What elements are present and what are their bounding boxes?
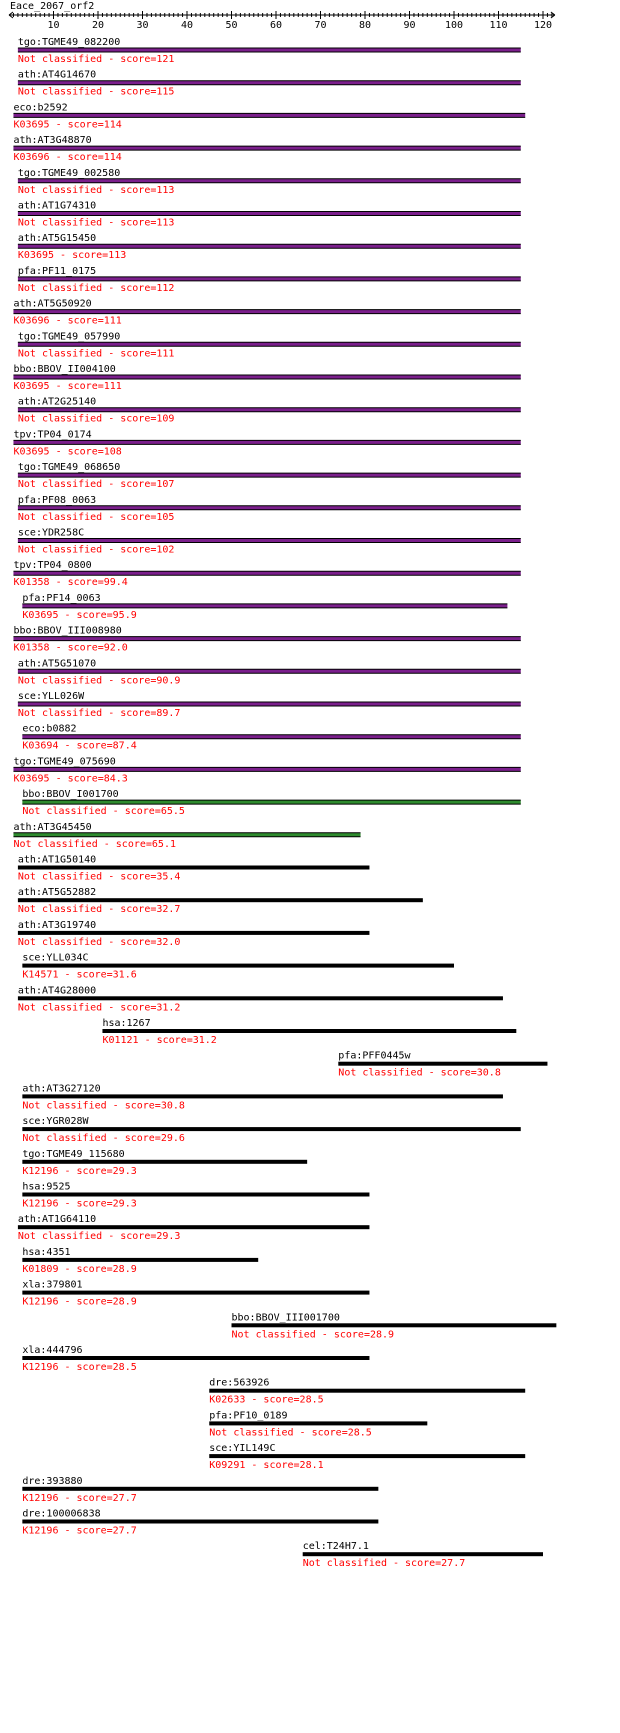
hit-row[interactable] <box>209 1378 525 1406</box>
hit-description: K12196 - score=27.7 <box>22 1492 137 1504</box>
hit-description: Not classified - score=113 <box>17 184 175 196</box>
hit-alignment-bar <box>22 1258 258 1262</box>
hit-row[interactable] <box>22 593 507 621</box>
hit-alignment-bar <box>22 1127 520 1131</box>
hit-alignment-bar <box>22 1356 369 1360</box>
hit-row[interactable] <box>18 887 423 915</box>
hit-id-link[interactable]: tgo:TGME49_075690 <box>13 756 116 768</box>
hit-description: Not classified - score=29.6 <box>22 1133 185 1145</box>
hit-id-link[interactable]: sce:YDR258C <box>17 527 85 539</box>
query-title: Eace_2067_orf2 <box>10 1 95 12</box>
hit-description: Not classified - score=112 <box>17 282 175 294</box>
hit-row[interactable] <box>209 1410 427 1438</box>
hit-alignment-bar <box>13 375 520 379</box>
hit-alignment-bar <box>13 571 520 575</box>
hit-row[interactable] <box>22 1149 307 1177</box>
hit-id-link[interactable]: pfa:PF11_0175 <box>17 265 97 277</box>
hit-alignment-bar <box>102 1029 516 1033</box>
ruler-tick-label: 70 <box>314 20 327 31</box>
hit-id-link[interactable]: xla:444796 <box>22 1345 83 1356</box>
hit-id-link[interactable]: dre:393880 <box>22 1475 83 1487</box>
hit-alignment-bar <box>22 964 454 968</box>
hit-list <box>13 37 556 1569</box>
hit-alignment-bar <box>209 1389 525 1393</box>
hit-description: K03695 - score=111 <box>13 381 122 392</box>
hit-description: Not classified - score=35.4 <box>17 871 181 883</box>
hit-description: Not classified - score=28.9 <box>231 1329 395 1341</box>
hit-description: K03695 - score=84.3 <box>13 773 128 785</box>
hit-row[interactable] <box>18 397 521 425</box>
hit-row[interactable] <box>18 920 370 948</box>
hit-row[interactable] <box>13 560 520 588</box>
hit-row[interactable] <box>232 1312 557 1340</box>
hit-id-link[interactable]: hsa:4351 <box>22 1246 71 1258</box>
hit-row[interactable] <box>18 691 521 719</box>
hit-alignment-bar <box>18 277 521 281</box>
hit-description: Not classified - score=31.2 <box>17 1002 181 1014</box>
hit-row[interactable] <box>22 789 520 817</box>
hit-row[interactable] <box>338 1051 547 1079</box>
hit-id-link[interactable]: dre:563926 <box>209 1377 270 1389</box>
ruler-tick-label: 40 <box>180 20 194 31</box>
hit-id-link[interactable]: sce:YLL026W <box>17 691 85 702</box>
hit-row[interactable] <box>303 1541 543 1569</box>
hit-alignment-bar <box>18 48 521 52</box>
hit-row[interactable] <box>22 1247 258 1275</box>
hit-alignment-bar <box>18 244 521 248</box>
hit-description: K12196 - score=27.7 <box>22 1525 137 1537</box>
hit-row[interactable] <box>22 1280 369 1308</box>
hit-description: K12196 - score=28.5 <box>22 1362 137 1373</box>
hit-alignment-bar <box>18 179 521 183</box>
hit-id-link[interactable]: hsa:1267 <box>102 1018 151 1029</box>
hit-description: Not classified - score=90.9 <box>17 675 181 687</box>
hit-id-link[interactable]: hsa:9525 <box>22 1181 71 1193</box>
hit-description: Not classified - score=102 <box>17 544 175 556</box>
hit-alignment-bar <box>22 1291 369 1295</box>
hit-description: Not classified - score=27.7 <box>302 1558 466 1570</box>
hit-row[interactable] <box>18 168 521 196</box>
hit-row[interactable] <box>13 756 520 784</box>
hit-id-link[interactable]: ath:AT4G14670 <box>17 69 97 81</box>
hit-row[interactable] <box>18 1214 370 1242</box>
hit-id-link[interactable]: bbo:BBOV_III008980 <box>13 625 122 637</box>
hit-row[interactable] <box>18 70 521 98</box>
hit-row[interactable] <box>22 1083 503 1111</box>
hit-row[interactable] <box>22 953 454 981</box>
hit-id-link[interactable]: sce:YLL034C <box>22 952 89 964</box>
ruler-tick-label: 60 <box>269 20 283 31</box>
hit-alignment-bar <box>13 310 520 314</box>
hit-description: K09291 - score=28.1 <box>209 1460 324 1472</box>
hit-id-link[interactable]: ath:AT1G74310 <box>17 200 97 212</box>
hit-description: Not classified - score=30.8 <box>22 1100 185 1112</box>
hit-id-link[interactable]: sce:YIL149C <box>209 1443 276 1455</box>
ruler-tick-label: 10 <box>47 20 60 31</box>
hit-description: K03694 - score=87.4 <box>22 740 137 752</box>
hit-description: Not classified - score=105 <box>17 511 175 523</box>
ruler-tick-label: 30 <box>136 20 149 31</box>
hit-alignment-bar <box>18 669 521 673</box>
hit-row[interactable] <box>22 1476 378 1504</box>
hit-description: Not classified - score=111 <box>17 348 175 360</box>
hit-id-link[interactable]: tpv:TP04_0174 <box>13 429 92 441</box>
hit-description: K03696 - score=114 <box>13 152 122 164</box>
ruler-tick-label: 110 <box>489 20 508 31</box>
hit-row[interactable] <box>22 1182 369 1210</box>
hit-row[interactable] <box>18 331 521 359</box>
hit-id-link[interactable]: eco:b2592 <box>13 102 68 114</box>
hit-description: Not classified - score=89.7 <box>17 708 181 719</box>
hit-alignment-bar <box>22 1520 378 1524</box>
hit-id-link[interactable]: sce:YGR028W <box>22 1116 89 1128</box>
hit-row[interactable] <box>22 1116 520 1144</box>
hit-row[interactable] <box>13 822 360 850</box>
hit-id-link[interactable]: xla:379801 <box>22 1279 83 1291</box>
hit-alignment-bar <box>18 1225 370 1229</box>
hit-id-link[interactable]: ath:AT4G28000 <box>17 985 97 997</box>
hit-alignment-bar <box>209 1454 525 1458</box>
hit-description: Not classified - score=65.1 <box>13 838 177 850</box>
hit-description: K03695 - score=114 <box>13 119 122 131</box>
hit-id-link[interactable]: cel:T24H7.1 <box>302 1541 369 1553</box>
hit-id-link[interactable]: ath:AT3G45450 <box>13 821 92 833</box>
ruler-tick-label: 50 <box>225 20 238 31</box>
hit-id-link[interactable]: pfa:PF10_0189 <box>209 1410 288 1422</box>
hit-description: Not classified - score=115 <box>17 86 175 98</box>
hit-alignment-bar <box>303 1552 543 1556</box>
hit-alignment-bar <box>18 506 521 510</box>
hit-id-link[interactable]: ath:AT3G48870 <box>13 135 92 147</box>
hit-description: Not classified - score=32.0 <box>17 936 181 948</box>
hit-alignment-bar <box>18 212 521 216</box>
hit-description: K03696 - score=111 <box>13 315 122 327</box>
hit-alignment-bar <box>13 833 360 837</box>
hit-alignment-bar <box>22 1487 378 1491</box>
hit-row[interactable] <box>22 1345 369 1373</box>
hit-description: K03695 - score=108 <box>13 446 122 458</box>
hit-id-link[interactable]: tgo:TGME49_057990 <box>17 331 121 343</box>
hit-alignment-bar <box>209 1421 427 1425</box>
hit-description: K01358 - score=92.0 <box>13 642 128 654</box>
hit-alignment-bar <box>18 342 521 346</box>
hit-id-link[interactable]: ath:AT3G19740 <box>17 919 97 931</box>
hit-alignment-bar <box>22 735 520 739</box>
hit-row[interactable] <box>18 37 521 65</box>
hit-id-link[interactable]: bbo:BBOV_I001700 <box>22 789 119 801</box>
hit-description: Not classified - score=121 <box>17 54 175 65</box>
hit-id-link[interactable]: tpv:TP04_0800 <box>13 560 92 572</box>
hit-alignment-bar <box>18 898 423 902</box>
hit-alignment-bar <box>22 1193 369 1197</box>
hit-alignment-bar <box>18 996 503 1000</box>
hit-description: Not classified - score=28.5 <box>209 1427 372 1439</box>
hit-row[interactable] <box>18 495 521 523</box>
hit-id-link[interactable]: ath:AT5G52882 <box>17 887 97 899</box>
hit-alignment-bar <box>22 604 507 608</box>
hit-description: Not classified - score=30.8 <box>338 1067 501 1079</box>
hit-id-link[interactable]: eco:b0882 <box>22 723 77 735</box>
hit-id-link[interactable]: tgo:TGME49_002580 <box>17 167 121 179</box>
hit-id-link[interactable]: ath:AT1G64110 <box>17 1214 97 1226</box>
hit-id-link[interactable]: dre:100006838 <box>22 1508 101 1520</box>
hit-id-link[interactable]: ath:AT2G25140 <box>17 396 97 408</box>
hit-id-link[interactable]: ath:AT1G50140 <box>17 854 97 866</box>
hit-id-link[interactable]: ath:AT5G51070 <box>17 658 97 670</box>
hit-row[interactable] <box>18 855 370 883</box>
hit-row[interactable] <box>13 299 520 327</box>
hit-alignment-bar <box>338 1062 547 1066</box>
hit-row[interactable] <box>102 1018 516 1046</box>
hit-alignment-bar <box>13 146 520 150</box>
hit-alignment-bar <box>13 440 520 444</box>
hit-description: Not classified - score=107 <box>17 479 175 491</box>
hit-alignment-bar <box>13 767 520 771</box>
hit-alignment-bar <box>18 473 521 477</box>
hit-id-link[interactable]: pfa:PF14_0063 <box>22 592 101 604</box>
hit-alignment-bar <box>22 1160 307 1164</box>
hit-id-link[interactable]: tgo:TGME49_068650 <box>17 462 121 474</box>
hit-id-link[interactable]: ath:AT3G27120 <box>22 1083 101 1095</box>
hit-description: K01358 - score=99.4 <box>13 577 128 589</box>
hit-row[interactable] <box>18 233 521 261</box>
hit-description: K01121 - score=31.2 <box>102 1035 217 1046</box>
hit-alignment-bar <box>13 113 525 117</box>
ruler-tick-label: 100 <box>444 20 464 31</box>
hit-alignment-bar <box>18 81 521 85</box>
hit-row[interactable] <box>13 102 525 130</box>
hit-row[interactable] <box>13 135 520 163</box>
hit-id-link[interactable]: pfa:PF08_0063 <box>17 494 97 506</box>
hit-alignment-bar <box>22 800 520 804</box>
hit-row[interactable] <box>13 429 520 457</box>
hit-row[interactable] <box>18 201 521 229</box>
hit-id-link[interactable]: ath:AT5G15450 <box>17 233 97 245</box>
hit-alignment-bar <box>22 1094 503 1098</box>
hit-description: K12196 - score=29.3 <box>22 1198 137 1210</box>
hit-description: Not classified - score=29.3 <box>17 1231 181 1243</box>
position-ruler <box>9 11 555 31</box>
hit-description: Not classified - score=32.7 <box>17 904 181 916</box>
hit-description: Not classified - score=113 <box>17 217 175 229</box>
hit-row[interactable] <box>18 266 521 294</box>
hit-description: K12196 - score=29.3 <box>22 1165 137 1177</box>
hit-description: K03695 - score=95.9 <box>22 609 137 621</box>
hit-row[interactable] <box>18 462 521 490</box>
hit-id-link[interactable]: pfa:PFF0445w <box>338 1050 411 1062</box>
ruler-tick-label: 20 <box>91 20 105 31</box>
hit-row[interactable] <box>13 364 520 392</box>
hit-id-link[interactable]: tgo:TGME49_115680 <box>22 1148 125 1160</box>
hit-row[interactable] <box>22 1509 378 1537</box>
hit-alignment-bar <box>18 408 521 412</box>
hit-id-link[interactable]: tgo:TGME49_082200 <box>17 37 121 48</box>
ruler-tick-label: 80 <box>358 20 372 31</box>
hit-alignment-bar <box>232 1323 557 1327</box>
ruler-tick-label: 90 <box>403 20 416 31</box>
hit-alignment-bar <box>13 637 520 641</box>
hit-description: Not classified - score=65.5 <box>22 806 185 818</box>
hit-alignment-bar <box>18 539 521 543</box>
hit-row[interactable] <box>22 724 520 752</box>
hit-description: K12196 - score=28.9 <box>22 1296 137 1308</box>
hit-row[interactable] <box>13 626 520 654</box>
hit-id-link[interactable]: bbo:BBOV_II004100 <box>13 364 116 375</box>
hit-description: K02633 - score=28.5 <box>209 1394 324 1406</box>
hit-row[interactable] <box>18 528 521 556</box>
hit-description: K03695 - score=113 <box>17 250 127 262</box>
hit-id-link[interactable]: bbo:BBOV_III001700 <box>231 1312 340 1324</box>
hit-alignment-bar <box>18 931 370 935</box>
hit-description: Not classified - score=109 <box>17 413 175 425</box>
hit-description: K14571 - score=31.6 <box>22 969 137 981</box>
hit-row[interactable] <box>18 985 503 1013</box>
hit-row[interactable] <box>209 1443 525 1471</box>
hit-description: K01809 - score=28.9 <box>22 1263 137 1275</box>
hit-alignment-bar <box>18 702 521 706</box>
ruler-tick-label: 120 <box>533 20 553 31</box>
hit-row[interactable] <box>18 658 521 686</box>
hit-id-link[interactable]: ath:AT5G50920 <box>13 298 92 310</box>
hit-alignment-bar <box>18 866 370 870</box>
